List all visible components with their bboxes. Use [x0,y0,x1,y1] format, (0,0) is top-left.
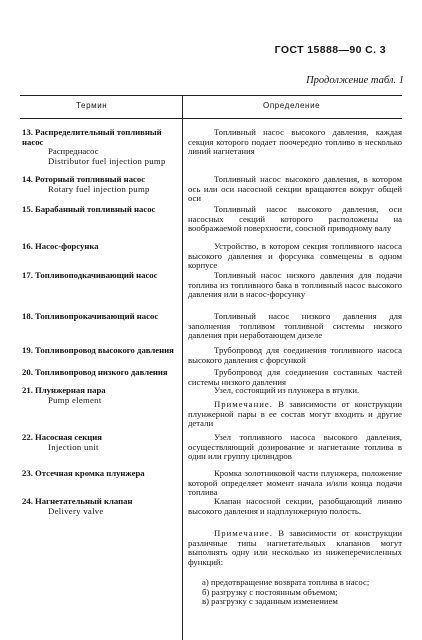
definition-19: Трубопровод для соединения топливного насоса высокого давления с форсункой [188,345,402,365]
definition-16: Устройство, в котором секция топливного насоса высокого давления и форсунка совмещены в одном корпусе [188,241,402,271]
term-21 [22,386,180,405]
term-13-en: Distributor fuel injection pump [48,155,166,166]
definition-18: Топливный насос низкого давления для заполнения топливом топливной системы низкого давления при неработающем дизеле [188,311,402,341]
term-21-name: 21. Плунжерная пара [22,385,106,395]
term-23 [22,469,180,479]
standard-header: ГОСТ 15888—90 С. 3 [274,44,386,56]
term-23-name: 23. Отсечная кромка плунжера [22,468,145,478]
definition-24: Клапан насосной секции, разобщающий линию высокого давления и надплунжерную полость. [188,496,402,516]
table-header-rule [20,118,402,119]
column-divider [182,95,183,640]
term-19-name: 19. Топливопровод высокого давления [22,345,174,355]
note-21-text: В зависимости от конструкции плунжерной пары в ее состав могут входить и другие детали [188,399,403,429]
term-22 [22,433,180,452]
term-21-en: Pump element [48,394,102,405]
term-14 [22,175,180,194]
term-13 [22,128,180,166]
term-24-en: Delivery valve [48,505,104,516]
definition-14: Топливный насос высокого давления, в котором ось или оси насосной секции вращаются вокруг общей оси [188,174,402,204]
term-13-alt: Распреднасос [48,146,99,157]
table-continuation-label: Продолжение табл. 1 [306,75,404,86]
term-20-name: 20. Топливопровод низкого давления [22,367,168,377]
note-21-label: Примечание. [214,399,273,409]
note-24-text: В зависимости от конструкции различные типы нагнетательных клапанов могут выполнять одну или несколько из нижеперечисленных функций: [188,528,403,567]
list-item: б) разгрузку с постоянным объемом; [202,586,338,597]
definition-22: Узел топливного насоса высокого давления, осуществляющий дозирование и нагнетание топлива в один или группу цилиндров [188,432,402,462]
term-18-name: 18. Топливопрокачивающий насос [22,311,159,321]
term-14-name: 14. Роторный топливный насос [22,174,146,184]
term-14-en: Rotary fuel injection pump [48,183,150,194]
term-17-name: 17. Топливоподкачивающий насос [22,270,158,280]
term-18 [22,312,180,322]
list-item: а) предотвращение возврата топлива в насос; [202,577,370,587]
note-24 [188,529,402,567]
list-item: в) разгрузку с заданным изменением [202,596,338,607]
term-22-name: 22. Насосная секция [22,432,102,442]
term-15 [22,205,180,215]
term-19 [22,346,180,356]
definition-20: Трубопровод для соединения составных частей системы низкого давления [188,367,402,387]
definition-17: Топливный насос низкого давления для подачи топлива из топливного бака в топливный насос высокого давления или в насос-форсунку [188,270,402,300]
term-22-en: Injection unit [48,441,99,452]
definition-13: Топливный насос высокого давления, каждая секция которого подает поочередно топливо в несколько линий нагнетания [188,127,402,157]
term-15-name: 15. Барабанный топливный насос [22,204,156,214]
note-24-label: Примечание. [214,528,273,538]
term-16 [22,242,180,252]
definition-23: Кромка золотниковой части плунжера, положение которой определяет момент начала и/или конца подачи топлива [188,468,402,498]
term-20 [22,368,180,378]
term-24 [22,497,180,516]
definition-21: Узел, состоящий из плунжера в втулки. [214,385,360,395]
column-header-definition: Определение [263,101,321,110]
term-24-name: 24. Нагнетательный клапан [22,496,133,506]
table-top-rule [20,95,402,96]
term-17 [22,271,180,281]
term-16-name: 16. Насос-форсунка [22,241,99,251]
note-24-list [188,578,402,607]
definition-15: Топливный насос высокого давления, оси насосных секций которого расположены на воображаемой поверхности, соосной приводному валу [188,204,402,234]
column-header-term: Термин [76,101,108,110]
term-13-name: 13. Распределительный топливный насос [22,127,162,147]
note-21 [188,400,402,429]
